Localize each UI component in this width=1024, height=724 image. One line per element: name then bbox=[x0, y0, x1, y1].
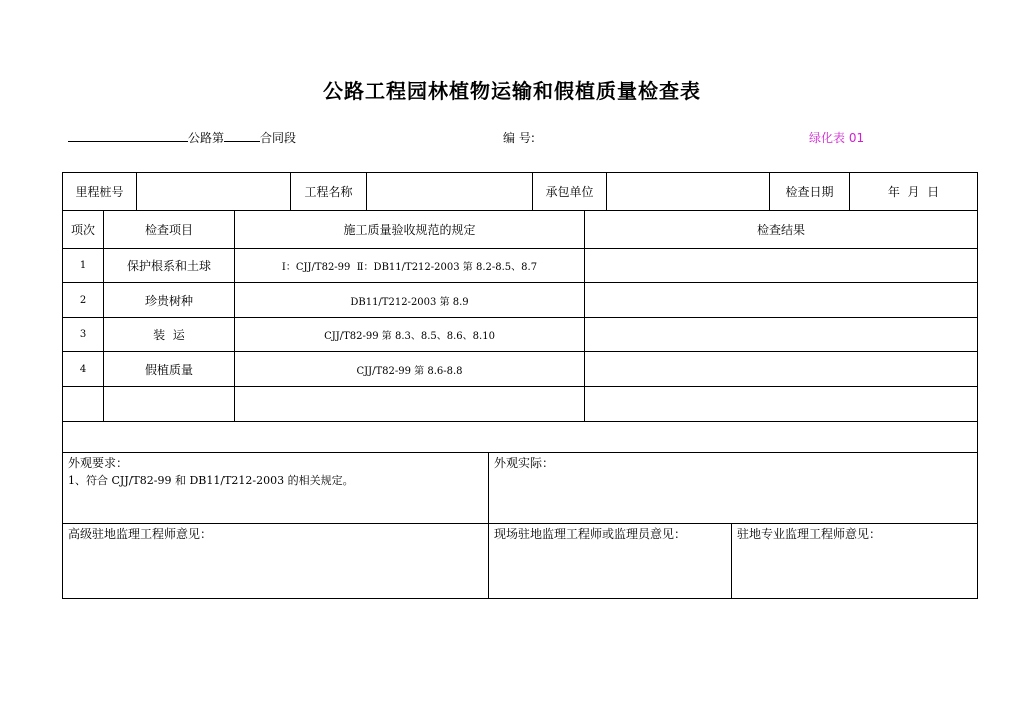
contractor-field[interactable] bbox=[607, 173, 769, 210]
form-code: 绿化表 01 bbox=[809, 131, 865, 145]
inspection-date-label: 检查日期 bbox=[785, 185, 834, 199]
row-2-result[interactable] bbox=[585, 283, 977, 317]
inspection-form-table bbox=[62, 172, 978, 599]
appearance-requirement-text: 1、符合 CJJ/T82-99 和 DB11/T212-2003 的相关规定。 bbox=[68, 474, 354, 487]
row-3-result[interactable] bbox=[585, 318, 977, 351]
row-3-spec: CJJ/T82-99 第 8.3、8.5、8.6、8.10 bbox=[324, 331, 495, 342]
row-4-no: 4 bbox=[79, 363, 87, 375]
row-5-no[interactable] bbox=[63, 387, 103, 421]
row-1-result[interactable] bbox=[585, 249, 977, 282]
row-5-item[interactable] bbox=[104, 387, 234, 421]
col-header-result: 检查结果 bbox=[756, 223, 805, 237]
col-header-no: 项次 bbox=[70, 223, 95, 237]
col-header-item: 检查项目 bbox=[144, 223, 193, 237]
row-2-spec: DB11/T212-2003 第 8.9 bbox=[350, 296, 469, 308]
row-1-spec: Ⅰ：CJJ/T82-99 Ⅱ：DB11/T212-2003 第 8.2-8.5、8.7 bbox=[281, 262, 538, 273]
section-blank[interactable] bbox=[224, 130, 260, 142]
blank-row[interactable] bbox=[63, 422, 977, 452]
mileage-field[interactable] bbox=[137, 173, 290, 210]
row-5-spec[interactable] bbox=[235, 387, 584, 421]
specialist-supervisor-opinion[interactable]: 驻地专业监理工程师意见： bbox=[737, 527, 882, 541]
contract-label: 合同段 bbox=[260, 131, 297, 145]
mileage-label: 里程桩号 bbox=[75, 185, 124, 199]
row-4-item: 假植质量 bbox=[144, 362, 193, 377]
row-1-item: 保护根系和土球 bbox=[126, 259, 211, 273]
appearance-requirement-label: 外观要求： bbox=[68, 456, 129, 470]
number-label: 编 号: bbox=[503, 131, 535, 145]
row-5-result[interactable] bbox=[585, 387, 977, 421]
appearance-actual-label[interactable]: 外观实际： bbox=[494, 456, 555, 470]
senior-supervisor-opinion[interactable]: 高级驻地监理工程师意见： bbox=[68, 527, 213, 541]
contract-line bbox=[68, 129, 296, 146]
row-1-no: 1 bbox=[79, 260, 87, 271]
appearance-requirement bbox=[68, 455, 354, 489]
road-label: 公路第 bbox=[188, 131, 225, 145]
row-4-result[interactable] bbox=[585, 352, 977, 386]
page-title: 公路工程园林植物运输和假植质量检查表 bbox=[323, 79, 701, 103]
road-blank[interactable] bbox=[68, 130, 188, 142]
row-3-no: 3 bbox=[79, 329, 87, 340]
row-3-item: 装 运 bbox=[153, 328, 185, 342]
site-supervisor-opinion[interactable]: 现场驻地监理工程师或监理员意见： bbox=[494, 527, 687, 541]
row-2-no: 2 bbox=[79, 294, 87, 306]
contractor-label: 承包单位 bbox=[545, 185, 594, 199]
row-2-item: 珍贵树种 bbox=[144, 293, 193, 308]
project-name-field[interactable] bbox=[367, 173, 532, 210]
col-header-spec: 施工质量验收规范的规定 bbox=[343, 223, 476, 237]
project-name-label: 工程名称 bbox=[304, 185, 353, 199]
inspection-date-field[interactable]: 年 月 日 bbox=[887, 185, 940, 199]
row-4-spec: CJJ/T82-99 第 8.6-8.8 bbox=[356, 365, 463, 377]
